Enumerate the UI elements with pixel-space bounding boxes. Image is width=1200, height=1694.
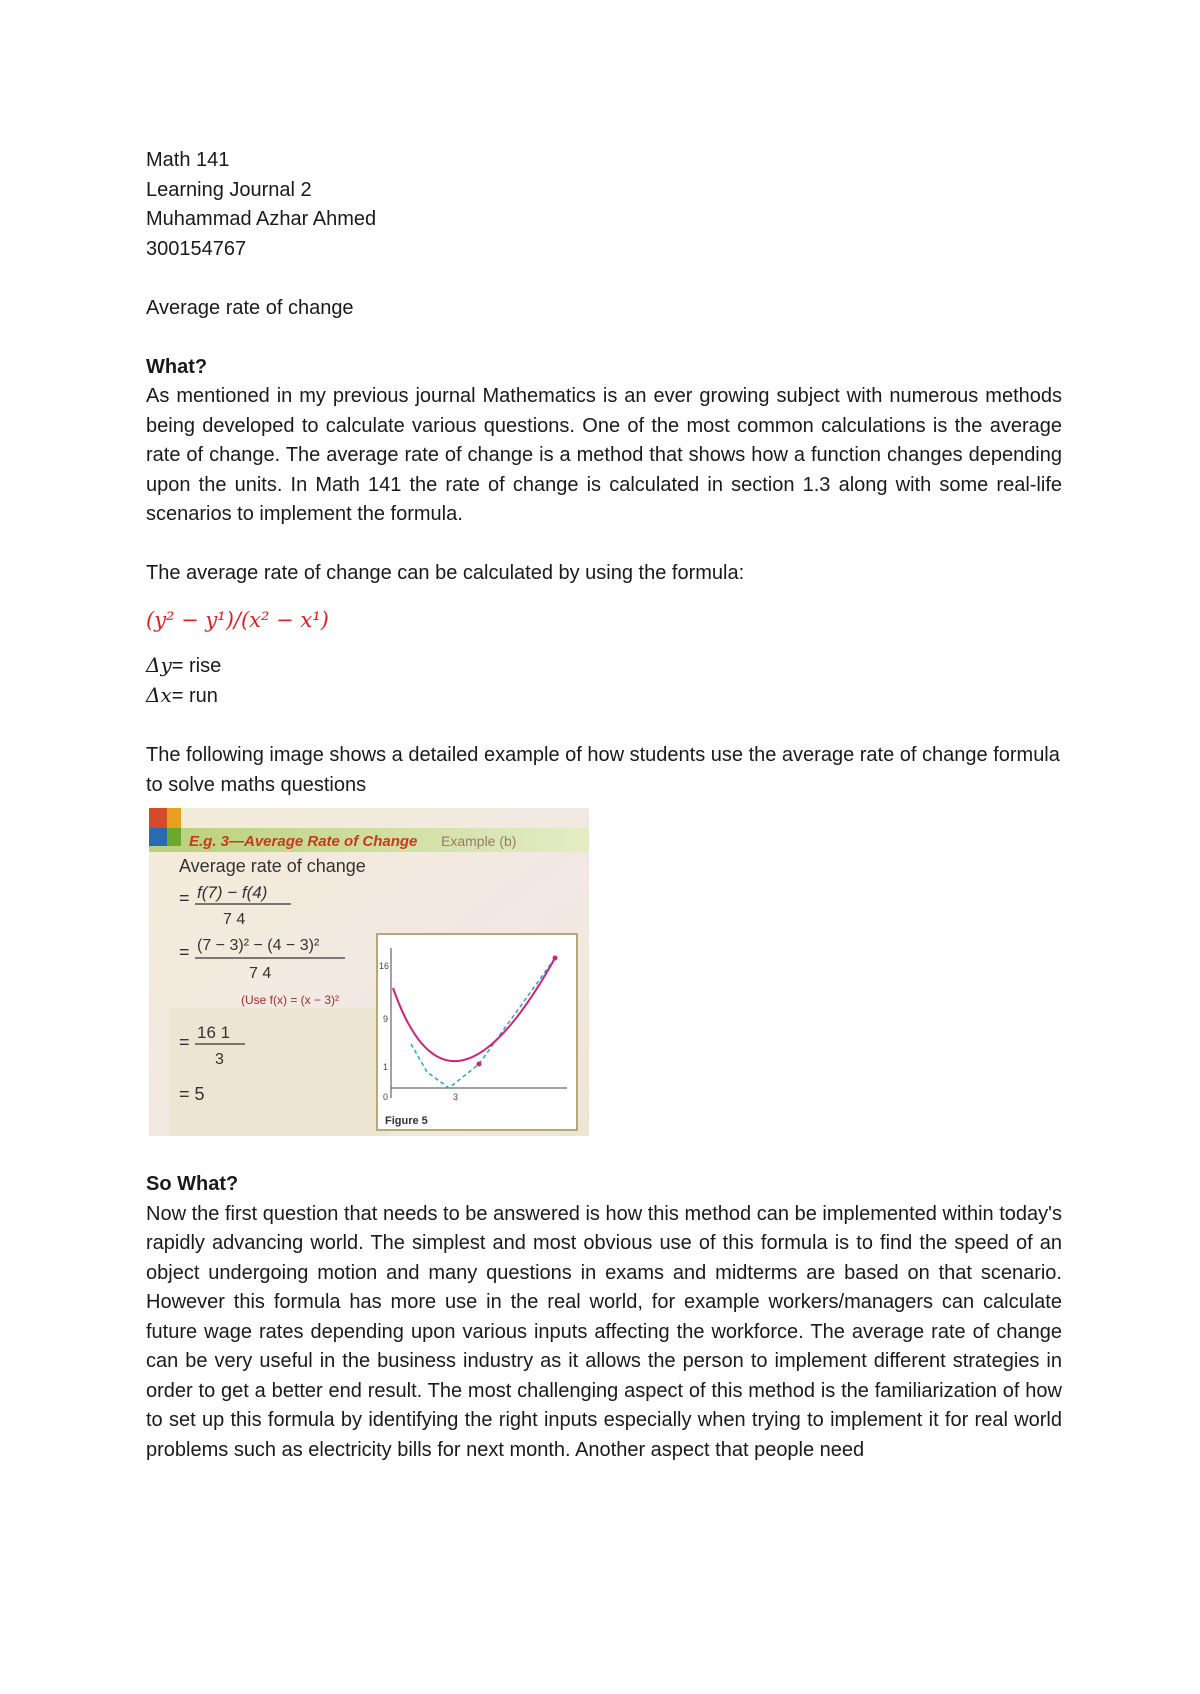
rate-formula: (y² − y¹)/(x² − x¹) [146,607,329,632]
step1-numerator: f(7) − f(4) [197,883,268,902]
logo-square-green [167,828,181,846]
final-result: = 5 [179,1084,205,1104]
delta-x-text: = run [171,685,218,707]
slide-heading: Average rate of change [179,856,366,876]
step2-numerator: (7 − 3)² − (4 − 3)² [197,937,320,954]
delta-x-line [146,681,1062,712]
graph-caption: Figure 5 [385,1115,428,1127]
example-slide [149,808,589,1136]
topic-title: Average rate of change [146,296,354,319]
author-name: Muhammad Azhar Ahmed [146,208,377,230]
eq-sign-3: = [179,1032,190,1052]
image-intro: The following image shows a detailed example of how students use the average rate of change formula to solve maths questions [146,744,1060,796]
graph-point-7 [553,956,558,961]
formula-intro: The average rate of change can be calculated by using the formula: [146,562,745,584]
banner-title: E.g. 3—Average Rate of Change [189,833,418,850]
course-name: Math 141 [146,149,230,171]
step1-denominator: 7 4 [223,911,246,928]
delta-y-line [146,651,1062,682]
graph-x-label-3: 3 [453,1092,459,1102]
delta-y-symbol: Δy [146,652,172,677]
delta-x-symbol: Δx [146,683,172,707]
banner-example: Example (b) [441,833,517,849]
graph-y-label-1: 1 [383,1062,389,1072]
what-heading: What? [146,355,208,378]
graph-point-4 [477,1062,482,1067]
function-note: (Use f(x) = (x − 3)² [241,993,340,1007]
document-page [146,146,1062,1465]
step3-denominator: 3 [215,1051,224,1068]
logo-square-orange [167,808,181,828]
logo-square-red [149,808,167,828]
so-what-heading: So What? [146,1173,239,1195]
graph-y-label-0: 0 [383,1092,389,1102]
logo-square-blue [149,828,167,846]
what-paragraph: As mentioned in my previous journal Mathematics is an ever growing subject with numerous methods being developed to calculate various questions. One of the most common calculations is the average rate of change. The average rate of change is a method that shows how a function changes depending upon the units. In Math 141 the rate of change is calculated in section 1.3 along with some real-life scenarios to implement the formula. [146,385,1062,525]
student-id: 300154767 [146,237,247,260]
eq-sign-1: = [179,888,190,908]
step3-numerator: 16 1 [197,1023,231,1042]
eq-sign-2: = [179,942,190,962]
graph-y-label-16: 16 [379,961,390,971]
journal-title: Learning Journal 2 [146,178,312,201]
graph-panel [377,934,577,1130]
delta-y-text: = rise [171,654,222,677]
example-figure [149,808,589,1136]
graph-y-label-9: 9 [383,1014,389,1024]
so-what-paragraph: Now the first question that needs to be answered is how this method can be implemented within today's rapidly advancing world. The simplest and most obvious use of this formula is to find the speed of an object undergoing motion and many questions in exams and midterms are based on that scenario. However this formula has more use in the real world, for example workers/managers can calculate future wage rates depending upon various inputs affecting the workforce. The average rate of change can be very useful in the business industry as it allows the person to implement different strategies in order to get a better end result. The most challenging aspect of this method is the familiarization of how to set up this formula by identifying the right inputs especially when trying to implement it for real world problems such as electricity bills for next month. Another aspect that people need [146,1202,1062,1461]
step2-denominator: 7 4 [249,965,272,982]
